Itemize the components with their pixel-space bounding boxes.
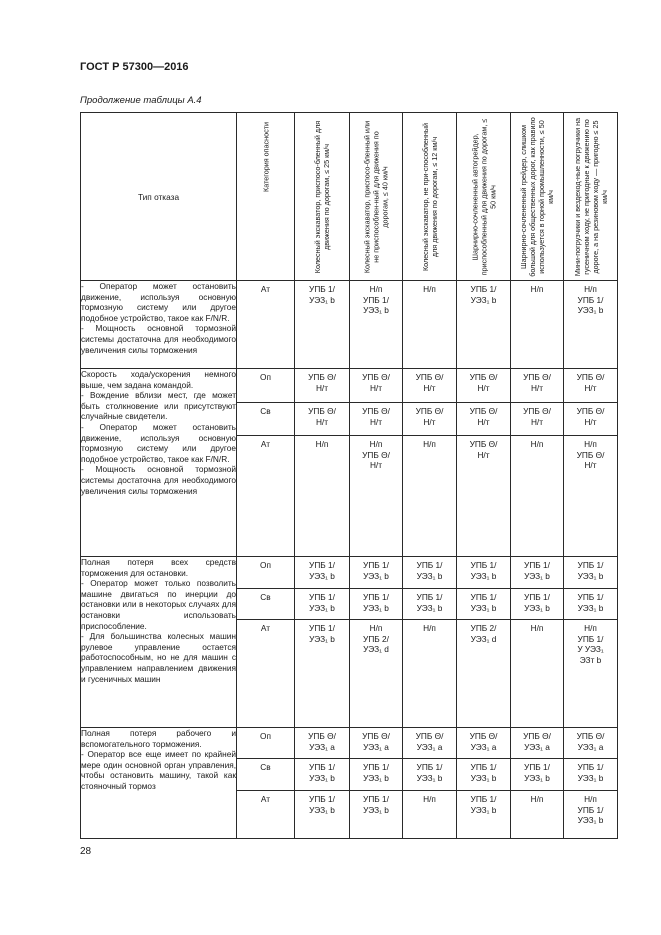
cell-line: УЭЗ₁ b [363, 602, 389, 613]
table-cell [403, 281, 456, 368]
table-cell [350, 402, 402, 435]
description-line: Полная потеря всех средств торможения для остановки. [81, 557, 236, 578]
cell-line: Н/т [530, 382, 544, 393]
machine-col-3-rows [403, 369, 456, 556]
table-cell [564, 728, 617, 758]
description-line: - Оператор может только позволить машине двигаться по инерции до остановки или в некоторых случаях для остановки использовать приспособление. [81, 578, 236, 631]
cell-line: Н/п [369, 623, 383, 633]
failure-table [80, 112, 618, 839]
failure-description [81, 281, 237, 369]
machine-col-1-rows [295, 369, 349, 556]
table-cell [511, 758, 563, 790]
table-cell [564, 588, 617, 619]
machine-col-4 [457, 728, 511, 839]
machine-col-2-rows [350, 557, 402, 727]
table-cell [457, 790, 510, 838]
table-row [81, 281, 618, 369]
table-cell [511, 435, 563, 556]
table-cell [511, 281, 563, 368]
table-cell [237, 369, 294, 402]
cell-line: УПБ Θ/ [576, 372, 605, 382]
cell-line: Н/т [369, 460, 383, 470]
table-row [81, 369, 618, 557]
cell-line: УПБ Θ/ [469, 372, 498, 382]
header-row [81, 113, 618, 281]
table-cell [350, 758, 402, 790]
table-cell [237, 728, 294, 758]
document-title: ГОСТ Р 57300—2016 [80, 61, 189, 73]
table-cell [350, 557, 402, 588]
cell-line: УПБ 1/ [309, 592, 335, 602]
page-number: 28 [80, 846, 92, 857]
cell-line: У УЭЗ₁ [577, 644, 604, 654]
table-row [81, 728, 618, 839]
machine-col-2-rows [350, 728, 402, 838]
hazard-category [237, 369, 295, 557]
table-cell [295, 758, 349, 790]
description-line: - Мощность основной тормозной системы достаточна для необходимого увеличения силы торможения [81, 464, 236, 496]
header-col-6 [564, 113, 618, 281]
machine-col-5 [511, 369, 564, 557]
cell-line: УПБ Θ/ [362, 372, 390, 382]
description-line: - Оператор может остановить движение, используя основную тормозную систему или другое подобное устройство, такое как F/N/R. [81, 281, 236, 323]
table-cell [350, 619, 402, 727]
cell-line: Н/п [530, 439, 544, 449]
table-cell [511, 557, 563, 588]
table-cell [403, 402, 456, 435]
machine-col-6 [564, 728, 618, 839]
table-cell [295, 588, 349, 619]
machine-col-5-rows [511, 281, 563, 368]
table-cell [403, 557, 456, 588]
table-cell [295, 619, 349, 727]
table-cell [511, 728, 563, 758]
failure-description [81, 557, 237, 728]
cell-line: Н/т [315, 382, 329, 393]
cell-line: УПБ 1/ [416, 560, 443, 570]
description-line: - Мощность основной тормозной системы достаточна для необходимого увеличения силы торможения [81, 323, 236, 355]
category-value: Оп [260, 560, 271, 570]
machine-col-2 [350, 369, 403, 557]
cell-line: УПБ 1/ [577, 633, 604, 644]
machine-col-6-rows [564, 728, 617, 838]
table-cell [457, 758, 510, 790]
category-value: Ат [260, 623, 271, 633]
machine-col-3-rows [403, 728, 456, 838]
cell-line: УЭЗ₁ b [470, 570, 497, 581]
description-line: Скорость хода/ускорения немного выше, чем задана командой. [81, 369, 236, 390]
table-cell [295, 402, 349, 435]
table-cell [295, 281, 349, 368]
cell-line: УЭЗ₁ d [470, 633, 497, 644]
cell-line: Н/т [584, 460, 597, 470]
cell-line: УПБ 1/ [470, 284, 497, 294]
cell-line: Н/п [584, 439, 597, 449]
cell-line: УЭЗ₁ b [416, 602, 443, 613]
cell-line: Н/т [477, 382, 490, 393]
table-cell [295, 728, 349, 758]
cell-line: УПБ 1/ [577, 592, 604, 602]
machine-col-4-rows [457, 557, 510, 727]
cell-line: УПБ 1/ [416, 592, 443, 602]
machine-col-4 [457, 557, 511, 728]
table-cell [295, 435, 349, 556]
cell-line: УПБ 1/ [309, 623, 335, 633]
category-value: Оп [260, 372, 271, 382]
cell-line: УПБ 1/ [470, 762, 497, 772]
description-line: - Оператор все еще имеет по крайней мере один основной орган управления, чтобы остановить машину, такой как стояночный тормоз [81, 749, 236, 791]
header-category [237, 113, 295, 281]
cell-line: УПБ 1/ [577, 560, 604, 570]
table-cell [403, 588, 456, 619]
category-value: Ат [260, 284, 271, 294]
machine-col-5-rows [511, 369, 563, 556]
cell-line: Н/п [423, 794, 436, 804]
cell-line: Н/т [423, 382, 436, 393]
cell-line: УЭЗ₁ b [416, 570, 443, 581]
cell-line: УПБ Θ/ [469, 731, 498, 741]
header-col-1 [295, 113, 350, 281]
machine-col-2-rows [350, 369, 402, 556]
cell-line: УПБ 1/ [363, 794, 389, 804]
table-row [81, 557, 618, 728]
cell-line: УПБ Θ/ [308, 731, 336, 741]
cell-line: УПБ 1/ [309, 284, 335, 294]
header-col-5-label: Шарнирно-сочлененный грейдер, слишком большой для общественных дорог, как правило используется в горной промышленности, ≤ 50 км/ч [519, 116, 555, 277]
table-cell [564, 369, 617, 402]
cell-line: Н/п [423, 623, 436, 633]
machine-col-6 [564, 281, 618, 369]
header-col-4-label: Шарнирно-сочлененный автогрейдер, приспособленный для движения по дорогам, ≤ 50 км/ч [470, 118, 497, 275]
table-cell [403, 619, 456, 727]
machine-col-2-rows [350, 281, 402, 368]
table-cell [237, 758, 294, 790]
cell-line: УЭЗ₁ b [363, 804, 389, 815]
cell-line: УПБ Θ/ [523, 731, 551, 741]
cell-line: УЭЗ₁ b [524, 772, 550, 783]
machine-col-1-rows [295, 557, 349, 727]
category-value: Оп [260, 731, 271, 741]
table-cell [237, 619, 294, 727]
cell-line: УПБ 1/ [363, 294, 389, 305]
cell-line: УЭЗ₁ b [524, 570, 550, 581]
machine-col-6 [564, 369, 618, 557]
cell-line: УПБ 2/ [470, 623, 497, 633]
cell-line: УПБ Θ/ [469, 406, 498, 416]
machine-col-1 [295, 728, 350, 839]
cell-line: Н/п [530, 284, 544, 294]
machine-col-1-rows [295, 728, 349, 838]
table-cell [350, 281, 402, 368]
description-line: - Вождение вблизи мест, где может быть столкновение или присутствуют случайные свидетели. [81, 390, 236, 422]
hazard-category-rows [237, 369, 294, 556]
table-cell [457, 402, 510, 435]
table-cell [350, 369, 402, 402]
cell-line: УЭЗ₁ b [470, 804, 497, 815]
hazard-category-rows [237, 281, 294, 368]
category-value: Св [260, 762, 271, 772]
cell-line: УПБ 1/ [470, 592, 497, 602]
machine-col-2 [350, 557, 403, 728]
machine-col-5-rows [511, 557, 563, 727]
cell-line: УЭЗ₁ a [363, 741, 389, 752]
cell-line: Н/п [584, 623, 597, 633]
cell-line: УПБ 1/ [309, 794, 335, 804]
cell-line: УПБ Θ/ [415, 406, 444, 416]
cell-line: УЭЗ₁ b [309, 633, 335, 644]
hazard-category [237, 281, 295, 369]
table-cell [564, 619, 617, 727]
cell-line: УПБ Θ/ [362, 406, 390, 416]
cell-line: УПБ 1/ [524, 592, 550, 602]
cell-line: УЭЗ₁ b [363, 772, 389, 783]
cell-line: ЭЗт b [579, 654, 602, 665]
cell-line: Н/п [584, 794, 597, 804]
table-cell [237, 402, 294, 435]
header-col-3-label: Колесный экскаватор, не при-способленный для движения по дорогам, ≤ 12 км/ч [420, 122, 439, 271]
machine-col-5 [511, 728, 564, 839]
cell-line: Н/п [369, 439, 383, 449]
cell-line: Н/т [369, 382, 383, 393]
cell-line: Н/п [315, 439, 329, 449]
cell-line: УЭЗ₁ b [309, 804, 335, 815]
cell-line: УПБ 2/ [363, 633, 389, 644]
description-line: Полная потеря рабочего и вспомогательного торможения. [81, 728, 236, 749]
machine-col-4-rows [457, 369, 510, 556]
cell-line: Н/т [477, 449, 490, 460]
table-cell [564, 790, 617, 838]
cell-line: УЭЗ₁ b [470, 294, 497, 305]
cell-line: УЭЗ₁ a [416, 741, 443, 752]
failure-description [81, 369, 237, 557]
hazard-category [237, 728, 295, 839]
cell-line: Н/т [423, 416, 436, 427]
cell-line: УПБ Θ/ [576, 449, 605, 460]
cell-line: УЭЗ₁ a [524, 741, 550, 752]
machine-col-6-rows [564, 281, 617, 368]
table-cell [403, 758, 456, 790]
description-line: - Оператор может остановить движение, используя основную тормозную систему или другое подобное устройство, такое как F/N/R. [81, 421, 236, 464]
machine-col-4-rows [457, 728, 510, 838]
cell-line: УЭЗ₁ b [577, 815, 604, 825]
cell-line: УПБ 1/ [470, 560, 497, 570]
machine-col-5 [511, 281, 564, 369]
cell-line: УПБ Θ/ [308, 406, 336, 416]
header-col-2-label: Колесный экскаватор, приспосо-бленный или не приспособлен-ный для движения по дорогам, ≤ 40 км/ч [362, 120, 390, 273]
cell-line: Н/п [584, 284, 597, 294]
cell-line: Н/т [315, 416, 329, 427]
cell-line: УЭЗ₁ b [470, 602, 497, 613]
cell-line: УЭЗ₁ b [577, 305, 604, 315]
table-body [81, 281, 618, 839]
table-cell [564, 758, 617, 790]
cell-line: УЭЗ₁ b [309, 772, 335, 783]
category-value: Ат [260, 794, 271, 804]
cell-line: УЭЗ₁ b [363, 570, 389, 581]
cell-line: УПБ Θ/ [362, 731, 390, 741]
cell-line: Н/п [369, 284, 383, 294]
category-value: Св [260, 406, 271, 416]
cell-line: УЭЗ₁ d [363, 644, 389, 654]
cell-line: УПБ Θ/ [415, 372, 444, 382]
cell-line: УЭЗ₁ b [577, 602, 604, 613]
cell-line: Н/т [584, 416, 597, 427]
cell-line: Н/п [530, 794, 544, 804]
hazard-category [237, 557, 295, 728]
table-cell [564, 557, 617, 588]
cell-line: УПБ Θ/ [308, 372, 336, 382]
cell-line: Н/п [423, 439, 436, 449]
cell-line: Н/п [530, 623, 544, 633]
table-cell [350, 435, 402, 556]
table-cell [295, 790, 349, 838]
table-cell [403, 790, 456, 838]
cell-line: Н/т [530, 416, 544, 427]
table-cell [403, 728, 456, 758]
table-cell [237, 588, 294, 619]
cell-line: УЭЗ₁ b [309, 602, 335, 613]
cell-line: УЭЗ₁ b [470, 772, 497, 783]
machine-col-2 [350, 728, 403, 839]
machine-col-4 [457, 281, 511, 369]
cell-line: УПБ Θ/ [576, 406, 605, 416]
cell-line: УПБ 1/ [524, 560, 550, 570]
machine-col-3 [403, 728, 457, 839]
cell-line: УПБ Θ/ [469, 439, 498, 449]
table-cell [295, 557, 349, 588]
cell-line: УПБ 1/ [524, 762, 550, 772]
table-cell [457, 588, 510, 619]
table-cell [564, 435, 617, 556]
cell-line: УЭЗ₁ b [309, 294, 335, 305]
machine-col-6-rows [564, 369, 617, 556]
cell-line: УЭЗ₁ a [577, 741, 604, 752]
machine-col-1 [295, 369, 350, 557]
machine-col-3-rows [403, 281, 456, 368]
table-cell [237, 790, 294, 838]
cell-line: УПБ 1/ [309, 560, 335, 570]
table-cell [457, 435, 510, 556]
machine-col-6 [564, 557, 618, 728]
table-cell [350, 728, 402, 758]
header-col-5 [511, 113, 564, 281]
table-cell [457, 619, 510, 727]
header-col-3 [403, 113, 457, 281]
table-cell [511, 790, 563, 838]
cell-line: УПБ 1/ [470, 794, 497, 804]
header-col-6-label: Мини-погрузчики и вездеход-ные погрузчики на гусеничном ходу, не пригодные к движению по дороге, а на резиновом ходу — пригодно ≤ 25 км/ч [572, 117, 609, 276]
machine-col-5 [511, 557, 564, 728]
description-line: - Для большинства колесных машин рулевое управление остается работоспособным, но не для машин с управлением направлением движения и гусеничных машин [81, 631, 236, 684]
machine-col-4 [457, 369, 511, 557]
cell-line: УЭЗ₁ b [309, 570, 335, 581]
cell-line: УПБ Θ/ [523, 372, 551, 382]
cell-line: УПБ 1/ [363, 762, 389, 772]
table-cell [564, 402, 617, 435]
table-cell [457, 557, 510, 588]
cell-line: УЭЗ₁ b [577, 570, 604, 581]
cell-line: Н/т [584, 382, 597, 393]
machine-col-1 [295, 281, 350, 369]
category-value: Св [260, 592, 271, 602]
table-cell [403, 435, 456, 556]
table-cell [350, 790, 402, 838]
cell-line: УПБ 1/ [416, 762, 443, 772]
table-cell [295, 369, 349, 402]
machine-col-1 [295, 557, 350, 728]
table-cell [457, 281, 510, 368]
cell-line: УПБ 1/ [363, 592, 389, 602]
machine-col-3 [403, 281, 457, 369]
table-cell [564, 281, 617, 368]
machine-col-3 [403, 557, 457, 728]
cell-line: УПБ 1/ [577, 804, 604, 815]
cell-line: УЭЗ₁ b [363, 305, 389, 315]
cell-line: УПБ Θ/ [523, 406, 551, 416]
cell-line: УПБ Θ/ [576, 731, 605, 741]
table-cell [511, 402, 563, 435]
machine-col-1-rows [295, 281, 349, 368]
cell-line: УЭЗ₁ a [470, 741, 497, 752]
table-cell [457, 369, 510, 402]
table-cell [511, 588, 563, 619]
hazard-category-rows [237, 728, 294, 838]
category-value: Ат [260, 439, 271, 449]
cell-line: Н/п [423, 284, 436, 294]
header-col-1-label: Колесный экскаватор, приспосо-бленный для движения по дорогам, ≤ 25 км/ч [313, 120, 331, 273]
machine-col-3-rows [403, 557, 456, 727]
hazard-category-rows [237, 557, 294, 727]
failure-description [81, 728, 237, 839]
machine-col-6-rows [564, 557, 617, 727]
cell-line: УЭЗ₁ b [416, 772, 443, 783]
cell-line: Н/т [369, 416, 383, 427]
cell-line: Н/т [477, 416, 490, 427]
machine-col-4-rows [457, 281, 510, 368]
cell-line: УЭЗ₁ b [577, 772, 604, 783]
table-caption: Продолжение таблицы А.4 [80, 95, 202, 106]
cell-line: УПБ 1/ [577, 294, 604, 305]
header-failure-type: Тип отказа [81, 113, 237, 281]
table-cell [237, 557, 294, 588]
table-cell [237, 281, 294, 368]
table-cell [511, 619, 563, 727]
table-cell [457, 728, 510, 758]
cell-line: УПБ 1/ [363, 560, 389, 570]
cell-line: УПБ 1/ [577, 762, 604, 772]
machine-col-3 [403, 369, 457, 557]
cell-line: УЭЗ₁ b [524, 602, 550, 613]
table-cell [511, 369, 563, 402]
header-col-2 [350, 113, 403, 281]
machine-col-5-rows [511, 728, 563, 838]
cell-line: УПБ Θ/ [415, 731, 444, 741]
cell-line: УЭЗ₁ a [309, 741, 335, 752]
cell-line: УПБ 1/ [309, 762, 335, 772]
machine-col-2 [350, 281, 403, 369]
cell-line: УПБ Θ/ [362, 449, 390, 460]
table-cell [237, 435, 294, 556]
header-category-label: Категория опасности [261, 121, 270, 192]
table-cell [403, 369, 456, 402]
table-cell [350, 588, 402, 619]
header-col-4 [457, 113, 511, 281]
